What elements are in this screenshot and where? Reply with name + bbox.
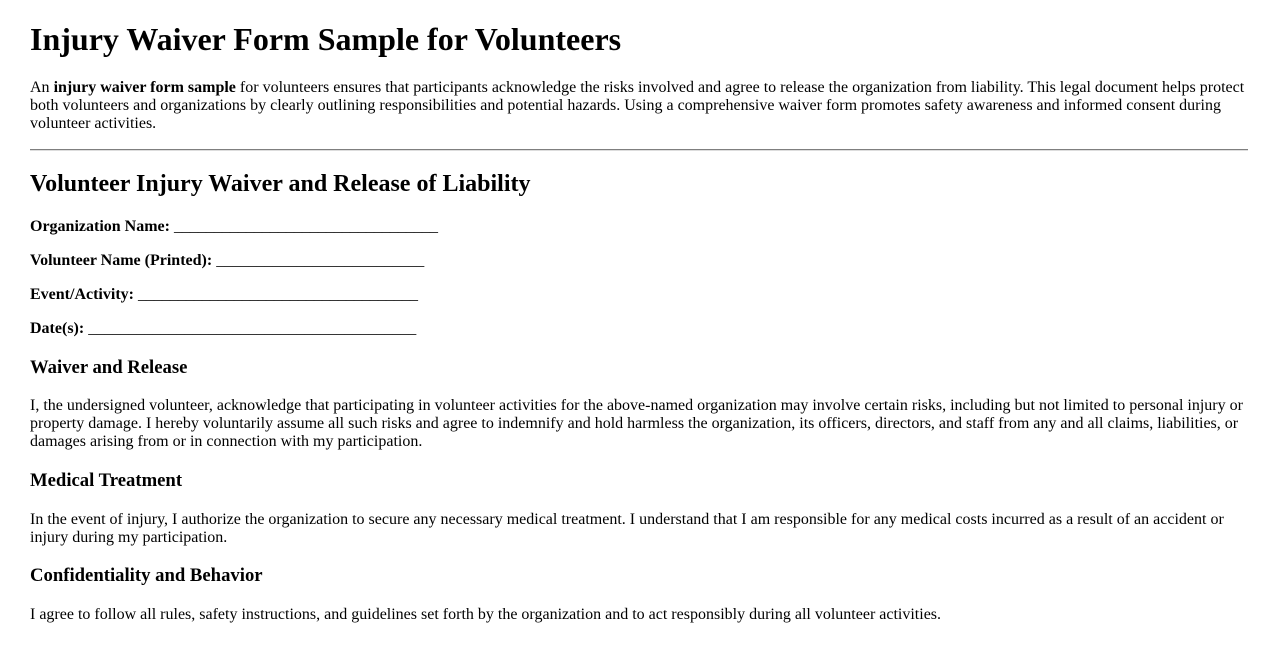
volunteer-name-blank-line: __________________________ — [216, 252, 425, 269]
organization-name-blank-line: _________________________________ — [173, 218, 438, 235]
section-divider — [30, 149, 1248, 151]
section-medical-treatment — [30, 470, 1248, 547]
intro-text-bold: injury waiver form sample — [53, 79, 236, 96]
intro-text-rest: for volunteers ensures that participants acknowledge the risks involved and agree to release the organization from liability. This legal document helps protect both volunteers and organizations by clearly outlining responsibilities and potential hazards. Using a comprehensive waiver form promotes safety awareness and informed consent during volunteer activities. — [30, 79, 1245, 132]
dates-label: Date(s): — [30, 320, 85, 337]
document — [30, 21, 1248, 624]
intro-paragraph — [30, 79, 1248, 133]
dates-blank-line: _________________________________________ — [88, 320, 417, 337]
medical-treatment-paragraph: In the event of injury, I authorize the organization to secure any necessary medical treatment. I understand that I am responsible for any medical costs incurred as a result of an accident or injury during my participation. — [30, 510, 1224, 546]
volunteer-name-label: Volunteer Name (Printed): — [30, 252, 213, 269]
medical-treatment-heading: Medical Treatment — [30, 470, 183, 492]
form-field-volunteer-name — [30, 252, 1248, 270]
form-heading: Volunteer Injury Waiver and Release of Liability — [30, 171, 531, 197]
form-field-dates — [30, 320, 1248, 338]
waiver-and-release-heading: Waiver and Release — [30, 356, 188, 378]
intro-text-prefix: An — [30, 79, 54, 96]
waiver-and-release-paragraph: I, the undersigned volunteer, acknowledge that participating in volunteer activities for the above-named organization may involve certain risks, including but not limited to personal injury or property damage. I hereby voluntarily assume all such risks and agree to indemnify and hold harmless the organization, its officers, directors, and staff from any and all claims, liabilities, or damages arising from or in connection with my participation. — [30, 397, 1243, 451]
event-activity-label: Event/Activity: — [30, 286, 134, 303]
form-field-organization-name — [30, 218, 1248, 236]
event-activity-blank-line: ___________________________________ — [137, 286, 418, 303]
confidentiality-and-behavior-paragraph: I agree to follow all rules, safety instructions, and guidelines set forth by the organization and to act responsibly during all volunteer activities. — [30, 606, 942, 624]
form-field-event-activity — [30, 286, 1248, 304]
section-waiver-and-release — [30, 357, 1248, 452]
confidentiality-and-behavior-heading: Confidentiality and Behavior — [30, 565, 263, 587]
organization-name-label: Organization Name: — [30, 218, 170, 235]
page-title: Injury Waiver Form Sample for Volunteers — [30, 21, 622, 57]
section-confidentiality-and-behavior — [30, 565, 1248, 624]
